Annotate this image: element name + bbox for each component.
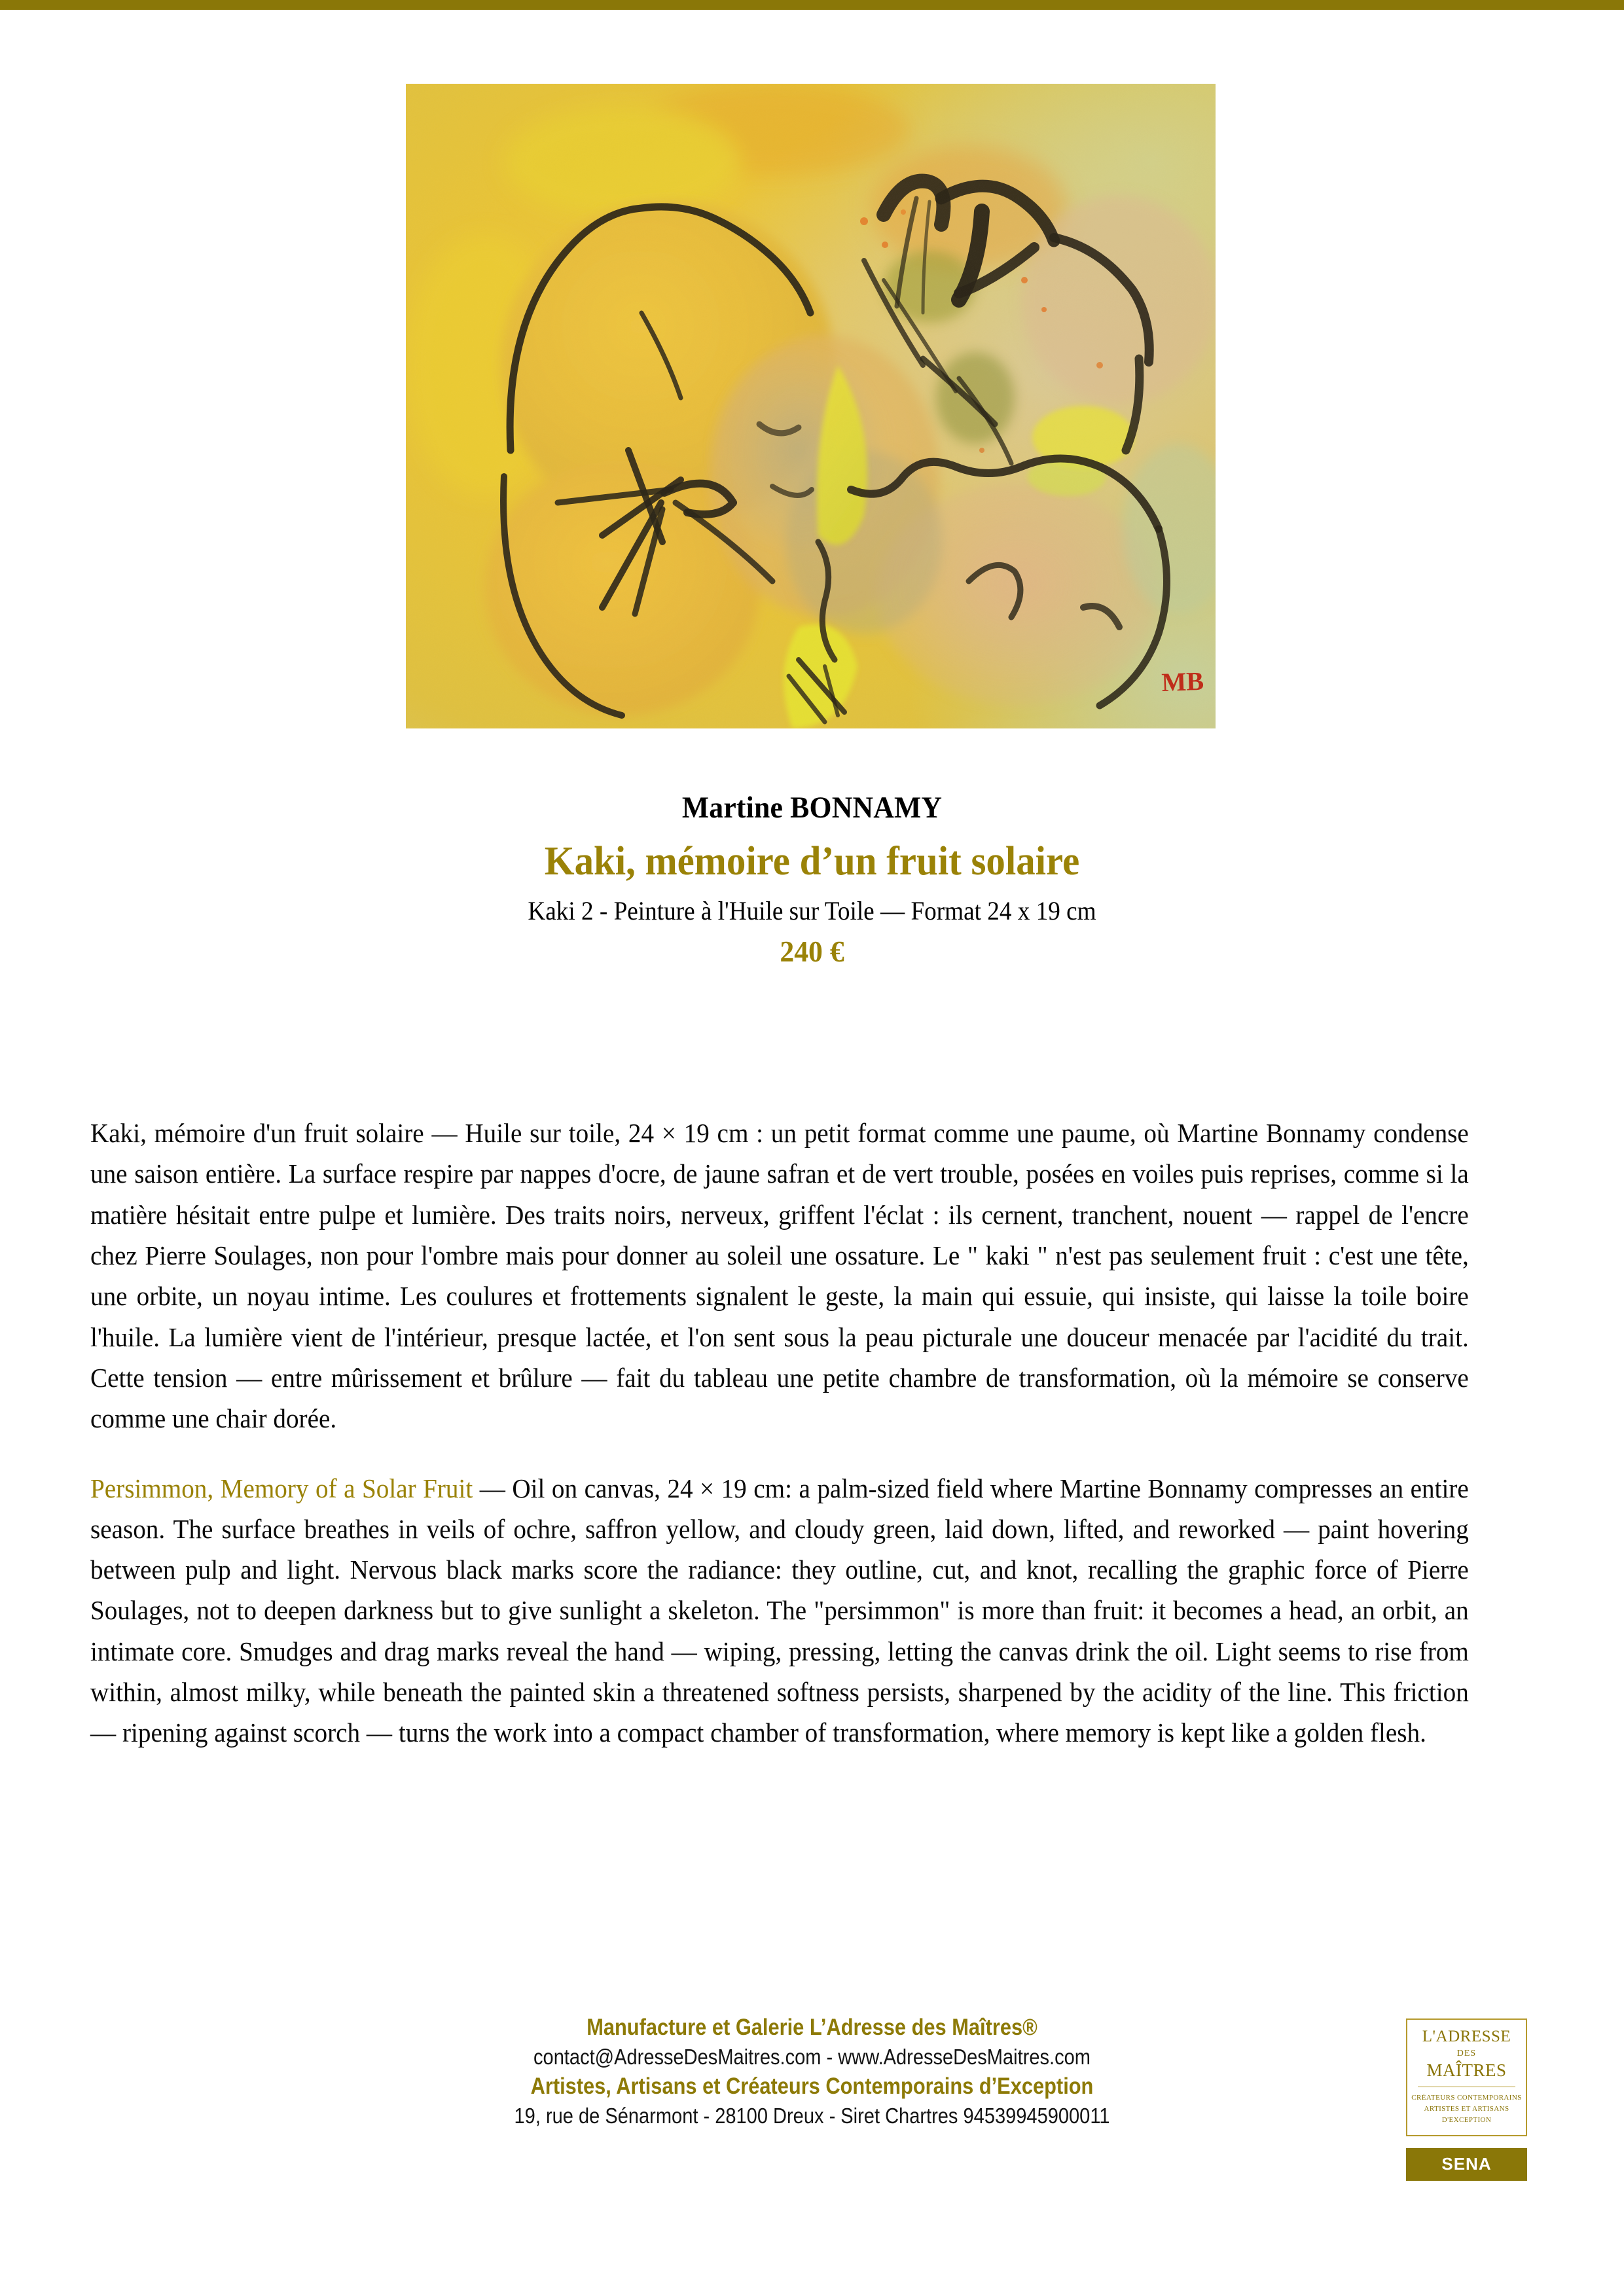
- description-body: [90, 1113, 1534, 1753]
- artwork-details: Kaki 2 - Peinture à l'Huile sur Toile — Format 24 x 19 cm: [528, 896, 1096, 926]
- artist-name: Martine BONNAMY: [681, 791, 943, 825]
- painting-canvas: [406, 84, 1216, 728]
- footer-company-name: Manufacture et Galerie L’Adresse des Maîtres®: [586, 2015, 1038, 2040]
- logo-line-maitres: MAÎTRES: [1426, 2060, 1507, 2080]
- footer-tagline: Artistes, Artisans et Créateurs Contemporains d’Exception: [530, 2073, 1094, 2099]
- footer-contact[interactable]: contact@AdresseDesMaitres.com - www.AdresseDesMaitres.com: [533, 2045, 1091, 2070]
- artwork-title: Kaki, mémoire d’un fruit solaire: [544, 838, 1080, 884]
- artwork-price: 240 €: [780, 935, 844, 969]
- artwork-image: [406, 84, 1216, 728]
- logo-line-adresse: L'ADRESSE: [1422, 2028, 1511, 2045]
- top-accent-bar: [0, 0, 1624, 10]
- logo-line-des: DES: [1456, 2048, 1477, 2058]
- logo-sub-line-3: D'EXCEPTION: [1441, 2115, 1492, 2124]
- footer: [0, 2013, 1624, 2130]
- footer-address: 19, rue de Sénarmont - 28100 Dreux - Siret Chartres 94539945900011: [514, 2103, 1110, 2128]
- description-paragraph-fr: Kaki, mémoire d'un fruit solaire — Huile sur toile, 24 × 19 cm : un petit format comme une paume, où Martine Bonnamy condense une saison entière. La surface respire par nappes d'ocre, de jaune safran et de vert trouble, posées en voiles puis reprises, comme si la matière hésitait entre pulpe et lumière. Des traits noirs, nerveux, griffent l'éclat : ils cernent, tranchent, nouent — rappel de l'encre chez Pierre Soulages, non pour l'ombre mais pour donner au soleil une ossature. Le " kaki " n'est pas seulement fruit : c'est une tête, une orbite, un noyau intime. Les coulures et frottements signalent le geste, la main qui essuie, qui insiste, qui laisse la toile boire l'huile. La lumière vient de l'intérieur, presque lactée, et l'on sent sous la peau picturale une douceur menacée par l'acidité du trait. Cette tension — entre mûrissement et brûlure — fait du tableau une petite chambre de transformation, où la mémoire se conserve comme une chair dorée.: [90, 1118, 1469, 1434]
- description-paragraph-en: [90, 1468, 1469, 1753]
- logo-sub-line-2: ARTISTES ET ARTISANS: [1424, 2104, 1509, 2113]
- description-en-rest: — Oil on canvas, 24 × 19 cm: a palm-sized field where Martine Bonnamy compresses an entire season. The surface breathes in veils of ochre, saffron yellow, and cloudy green, laid down, lifted, and reworked — paint hovering between pulp and light. Nervous black marks score the radiance: they outline, cut, and knot, recalling the graphic force of Pierre Soulages, not to deepen darkness but to give sunlight a skeleton. The "persimmon" is more than fruit: it becomes a head, an orbit, an intimate core. Smudges and drag marks reveal the hand — wiping, pressing, letting the canvas drink the oil. Light seems to rise from within, almost milky, while beneath the painted skin a threatened softness persists, sharpened by the acidity of the line. This friction — ripening against scorch — turns the work into a compact chamber of transformation, where memory is kept like a golden flesh.: [90, 1473, 1469, 1748]
- logo-sub-line-1: CRÉATEURS CONTEMPORAINS: [1411, 2093, 1522, 2102]
- description-en-lead: Persimmon, Memory of a Solar Fruit: [90, 1473, 473, 1503]
- sena-badge: SENA: [1406, 2148, 1527, 2181]
- logo-card: [1406, 2018, 1527, 2136]
- brand-logo-block: [1406, 2018, 1527, 2181]
- artwork-caption: [0, 789, 1624, 971]
